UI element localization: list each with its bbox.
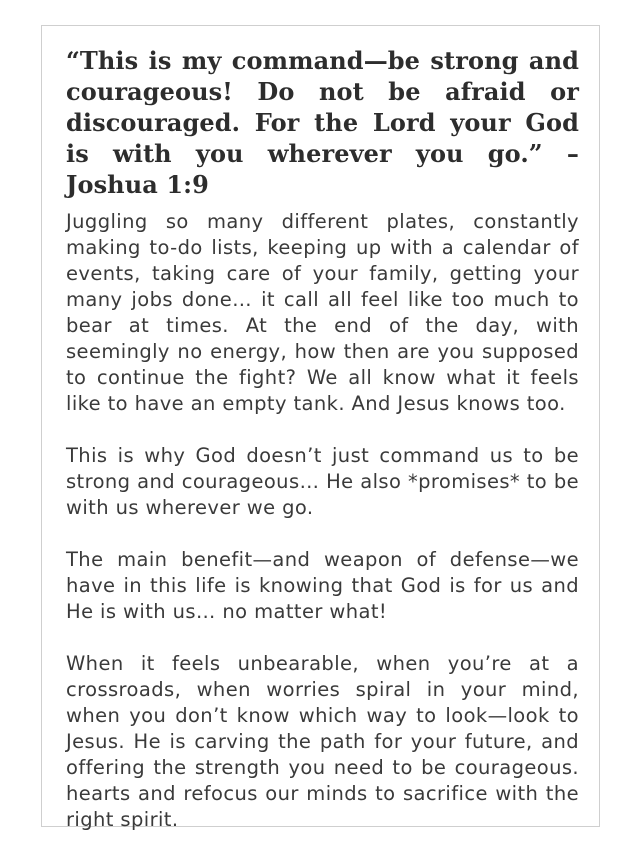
- devotional-content: [66, 45, 579, 833]
- paragraph-3: The main benefit—and weapon of defense—we have in this life is knowing that God is for us and He is with us… no matter what!: [66, 548, 579, 623]
- paragraph-1: Juggling so many different plates, constantly making to-do lists, keeping up with a calendar of events, taking care of your family, getting your many jobs done… it call all feel like too much to bear at times. At the end of the day, with seemingly no energy, how then are you supposed to continue the fight? We all know what it feels like to have an empty tank. And Jesus knows too.: [66, 210, 579, 415]
- devotional-card: [41, 25, 600, 831]
- paragraph-4: When it feels unbearable, when you’re at a crossroads, when worries spiral in your mind, when you don’t know which way to look—look to Jesus. He is carving the path for your future, and offering the strength you need to be courageous. hearts and refocus our minds to sacrifice with the right spirit.: [66, 652, 579, 831]
- scripture-verse: “This is my command—be strong and courageous! Do not be afraid or discouraged. For the Lord your God is with you wherever you go.” – Joshua 1:9: [66, 46, 579, 199]
- paragraph-2: This is why God doesn’t just command us to be strong and courageous… He also *promises* to be with us wherever we go.: [66, 444, 579, 519]
